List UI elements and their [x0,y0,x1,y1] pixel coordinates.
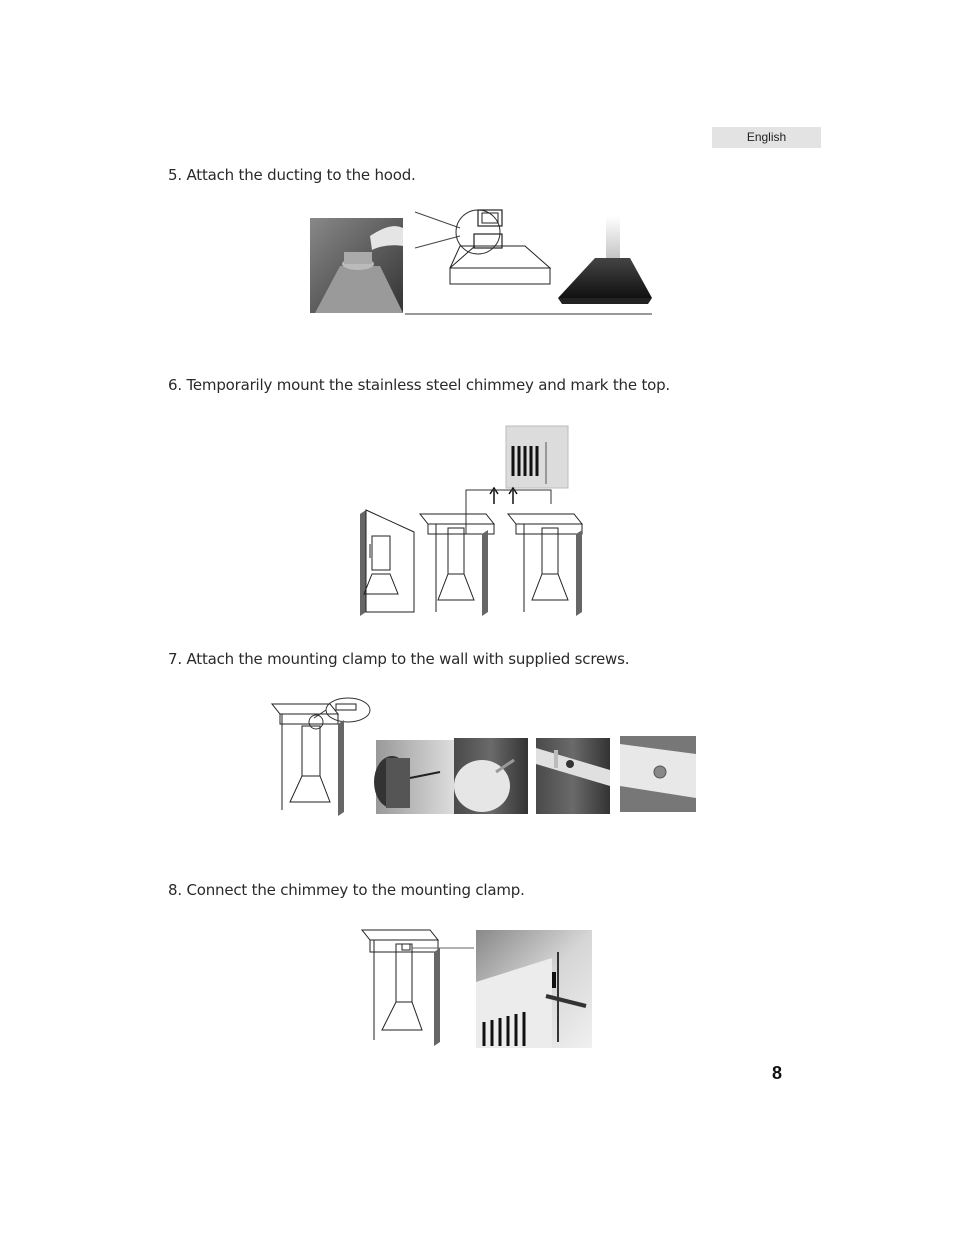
step-8-figure [358,922,594,1050]
page-number: 8 [772,1063,783,1083]
step-8-text: 8. Connect the chimmey to the mounting clamp. [168,881,525,899]
language-tab: English [712,127,821,148]
step-7-figure [268,688,698,818]
step-7-text: 7. Attach the mounting clamp to the wall with supplied screws. [168,650,630,668]
step-6-figure [356,424,586,616]
step-6-text: 6. Temporarily mount the stainless steel chimmey and mark the top. [168,376,670,394]
step-5-figure [310,206,655,318]
step-5-text: 5. Attach the ducting to the hood. [168,166,416,184]
